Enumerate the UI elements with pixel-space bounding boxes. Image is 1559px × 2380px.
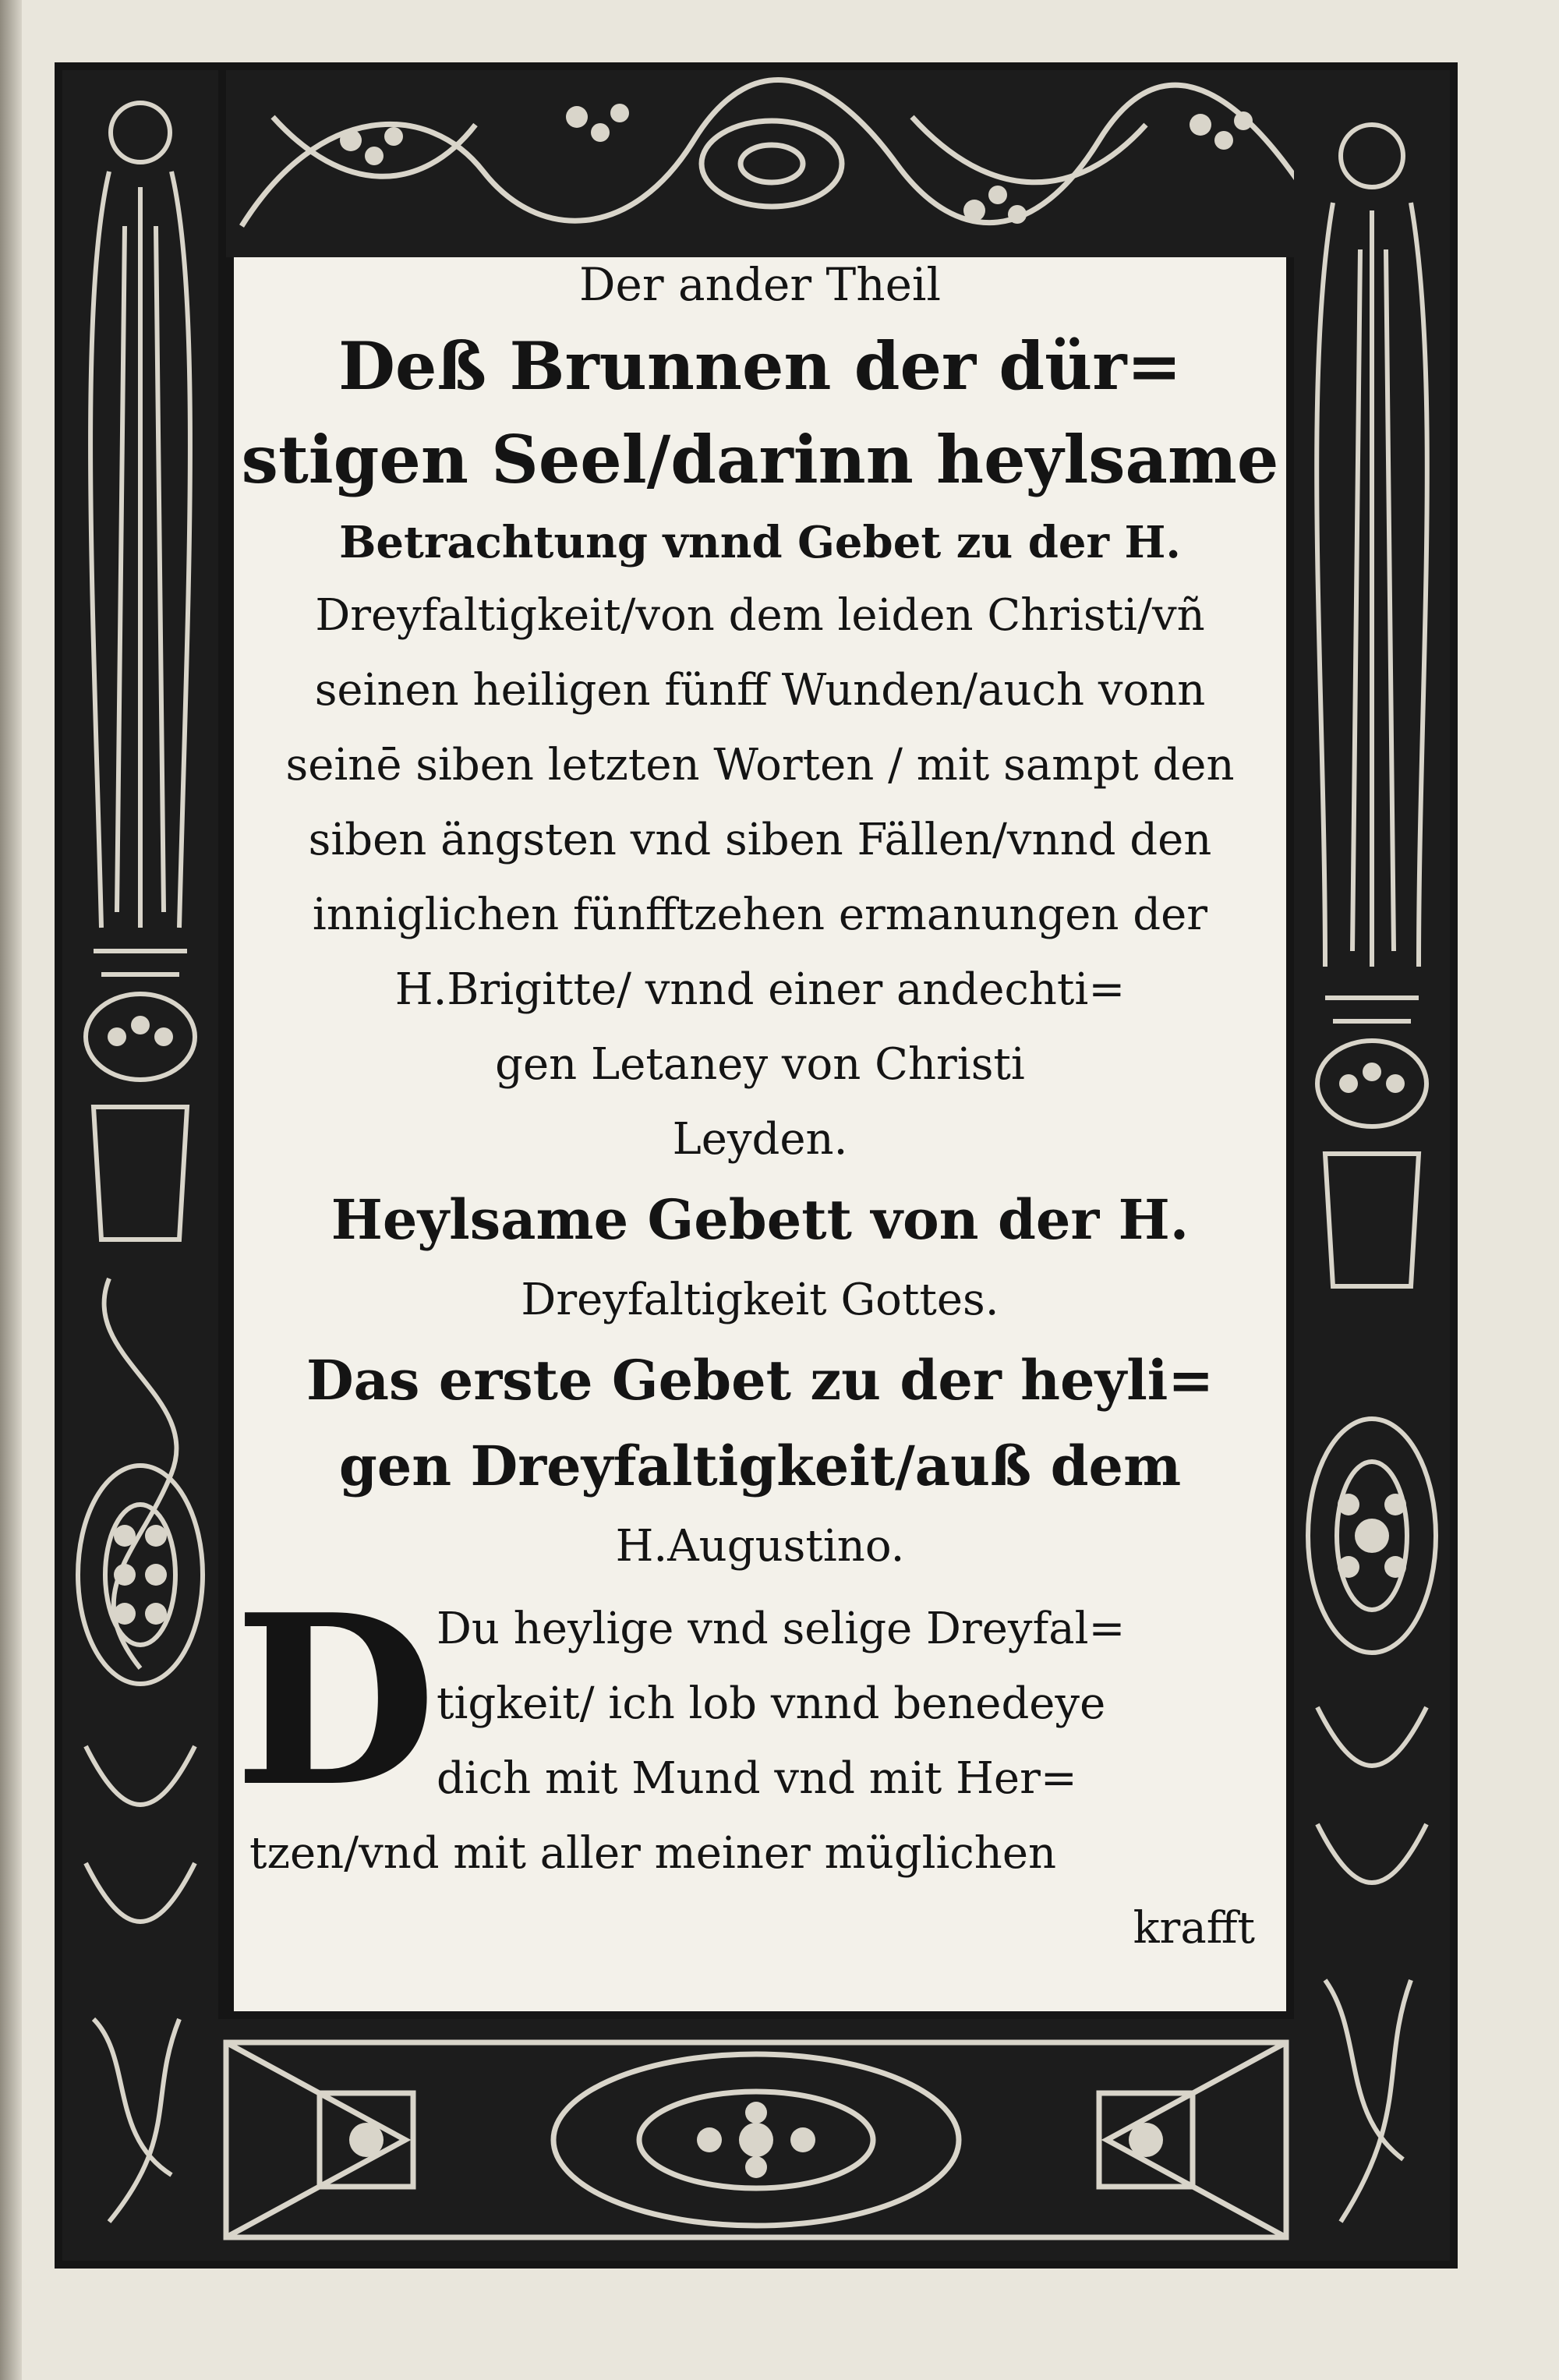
title-line-11: gen Letaney von Christi — [495, 1039, 1025, 1090]
title-line-8: siben ängsten vnd siben Fällen/vnnd den — [308, 815, 1212, 865]
prayer-line-4: tzen/vnd mit aller meiner müglichen — [249, 1828, 1057, 1879]
section-heading-2-line-3: H.Augustino. — [615, 1521, 905, 1572]
title-line-7: seinē siben letzten Worten / mit sampt den — [285, 740, 1235, 790]
title-line-3: stigen Seel/darinn heylsame — [241, 421, 1279, 498]
prayer-line-5: krafft — [1133, 1903, 1255, 1954]
title-line-12: Leyden. — [672, 1114, 848, 1165]
prayer-line-2: tigkeit/ ich lob vnnd benedeye — [437, 1678, 1106, 1729]
section-heading-1: Heylsame Gebett von der H. — [331, 1187, 1190, 1252]
title-line-10: H.Brigitte/ vnnd einer andechti= — [394, 964, 1126, 1015]
prayer-line-1: Du heylige vnd selige Dreyfal= — [437, 1604, 1126, 1654]
title-line-1: Der ander Theil — [579, 258, 941, 311]
section-heading-2: Das erste Gebet zu der heyli= — [306, 1348, 1214, 1413]
section-heading-1-line-2: Dreyfaltigkeit Gottes. — [521, 1275, 999, 1325]
title-line-2: Deß Brunnen der dür= — [338, 327, 1182, 405]
title-line-6: seinen heiligen fünff Wunden/auch vonn — [314, 665, 1206, 716]
section-heading-2-line-2: gen Dreyfaltigkeit/auß dem — [338, 1434, 1182, 1498]
prayer-line-3: dich mit Mund vnd mit Her= — [437, 1753, 1077, 1804]
title-line-9: inniglichen fünfftzehen ermanungen der — [312, 889, 1208, 940]
prayer-paragraph — [234, 1563, 1286, 1966]
decorated-initial: D — [234, 1563, 437, 1838]
book-spine-edge — [0, 0, 22, 2380]
bottom-border-rosette-woodcut — [203, 2019, 1310, 2261]
left-border-saint-figure-woodcut — [62, 70, 218, 2261]
title-line-5: Dreyfaltigkeit/von dem leiden Christi/vñ — [315, 590, 1205, 641]
title-page-text — [234, 249, 1286, 1966]
top-border-foliage-woodcut — [226, 70, 1333, 257]
right-border-saint-figure-woodcut — [1294, 70, 1450, 2261]
title-line-4: Betrachtung vnnd Gebet zu der H. — [339, 517, 1181, 568]
